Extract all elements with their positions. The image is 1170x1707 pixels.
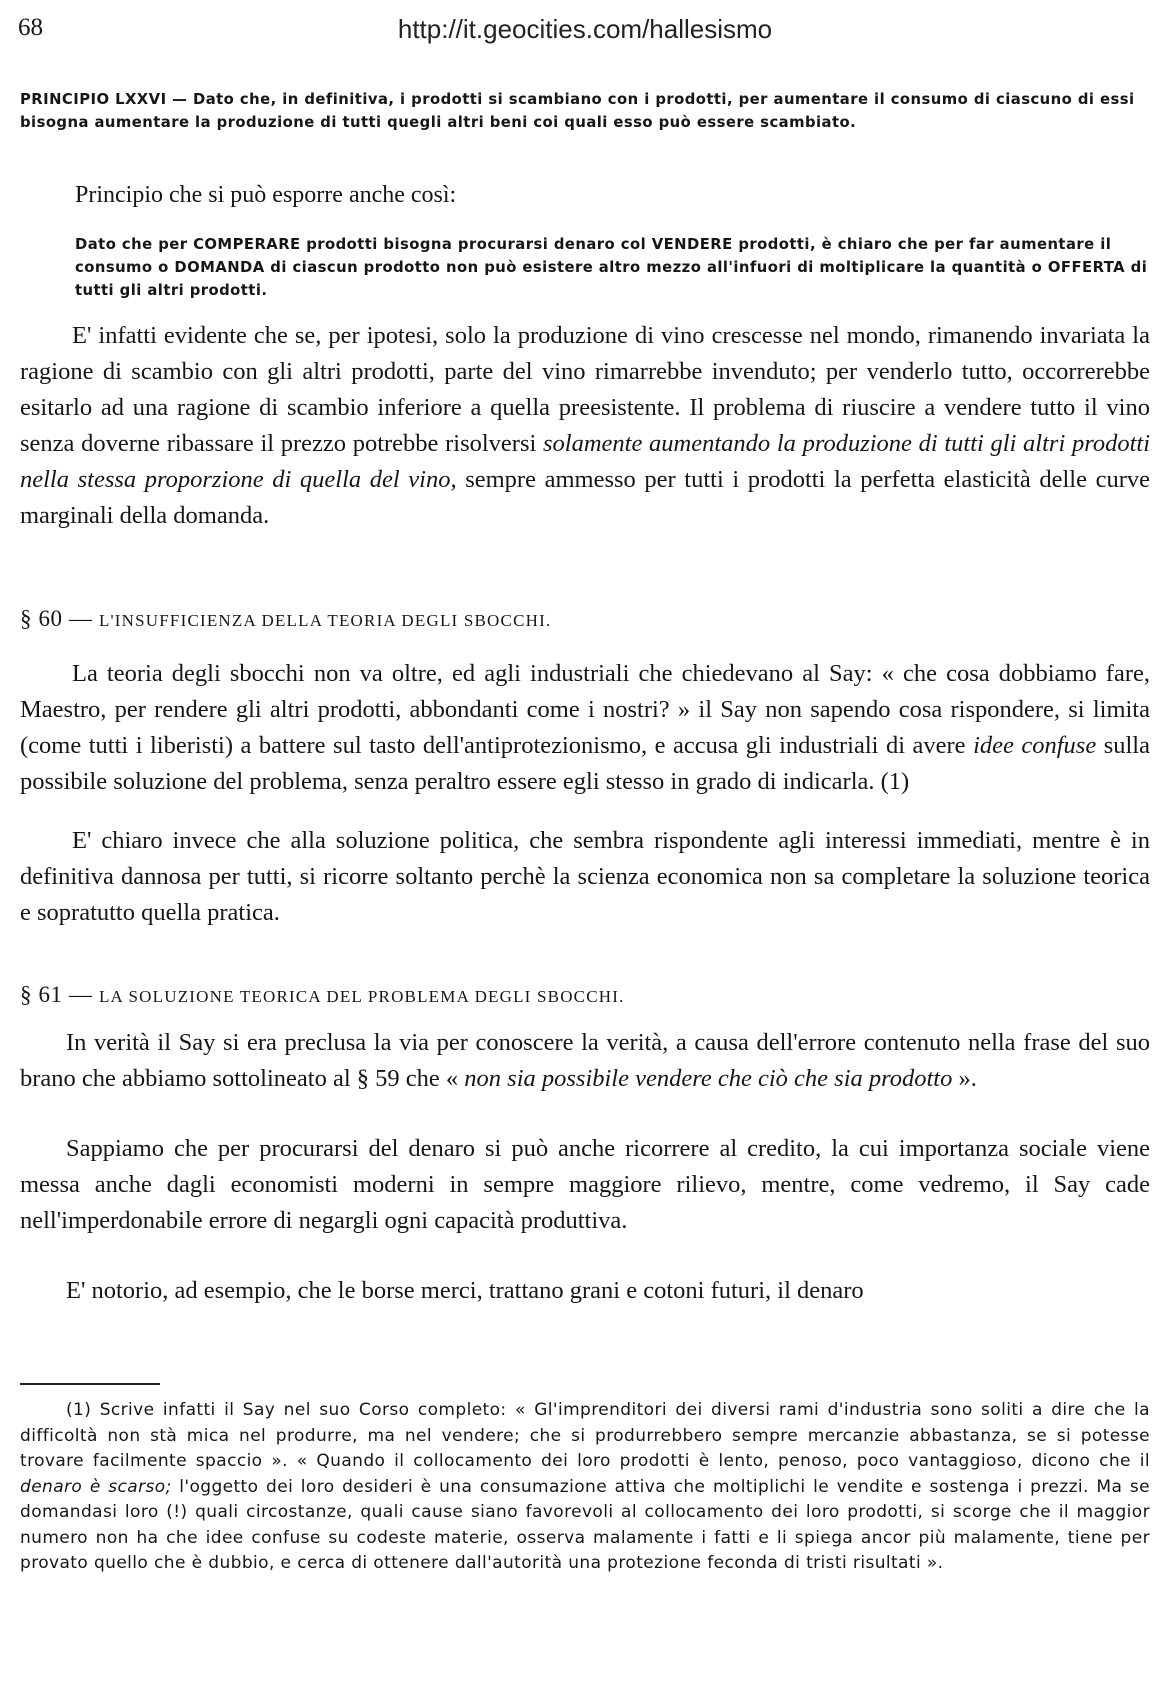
footnote-text-c: l'oggetto dei loro desideri è una consumazione attiva che moltiplichi le vendite e sostenga i prezzi. Ma se domandasi loro (!) quali circostanze, quali cause siano favorevoli al collocamento dei loro prodotti, si scorge che il maggior numero non ha che idee confuse su codeste materie, osserva malamente i fatti e li spiega ancor più malamente, tiene per provato quello che è dubbio, e cerca di ottenere dall'autorità una protezione feconda di tristi risultati ». — [20, 1476, 1150, 1573]
page-header — [18, 14, 1152, 46]
section-heading-60 — [20, 606, 551, 632]
paragraph-verita-text-c: ». — [952, 1065, 977, 1092]
paragraph-credito — [20, 1131, 1150, 1239]
principle-label: PRINCIPIO LXXVI — [20, 91, 167, 108]
paragraph-wine-text-a: E' infatti evidente che se, per ipotesi, solo la produzione di vino crescesse nel mondo, rimanendo invariata la ragione di scambio con gli altri prodotti, parte del vino rimarrebbe invenduto; per venderlo tutto, occorrerebbe esitarlo ad una ragione di scambio inferiore a quella preesistente. Il problema di riuscire a vendere tutto il vino senza doverne ribassare il prezzo potrebbe risolversi — [20, 322, 1150, 457]
paragraph-borse-text: E' notorio, ad esempio, che le borse merci, trattano grani e cotoni futuri, il denaro — [66, 1277, 864, 1304]
page-number: 68 — [18, 14, 43, 41]
paragraph-sbocchi-emphasis: idee confuse — [973, 732, 1097, 759]
definition-text-1: Dato che per — [75, 236, 194, 253]
principle-definition — [75, 233, 1150, 302]
paragraph-soluzione-politica — [20, 823, 1150, 931]
definition-keyword-domanda: DOMANDA — [174, 259, 265, 276]
definition-keyword-vendere: VENDERE — [651, 236, 733, 253]
paragraph-sbocchi-text-c: sulla possibile soluzione del problema, senza peraltro essere egli stesso in grado di indicarla. (1) — [20, 732, 1150, 795]
footnote-1 — [20, 1398, 1150, 1577]
principle-intro: Principio che si può esporre anche così: — [75, 182, 457, 208]
paragraph-verita-say — [20, 1025, 1150, 1097]
definition-keyword-comperare: COMPERARE — [193, 236, 301, 253]
section-61-title: LA SOLUZIONE TEORICA DEL PROBLEMA DEGLI SBOCCHI. — [98, 987, 625, 1006]
paragraph-wine-text-c: sempre ammesso per tutti i prodotti la perfetta elasticità delle curve marginali della domanda. — [20, 466, 1150, 529]
paragraph-verita-emphasis: non sia possibile vendere che ciò che sia prodotto — [464, 1065, 953, 1092]
definition-text-3: prodotti, è chiaro che per far aumentare il consumo o — [75, 236, 1112, 276]
paragraph-wine-example — [20, 318, 1150, 534]
definition-text-4: di ciascun prodotto non può esistere altro mezzo all'infuori di moltiplicare la quantità o — [264, 259, 1048, 276]
section-heading-61 — [20, 982, 625, 1008]
paragraph-borse-merci — [20, 1273, 1150, 1309]
source-url: http://it.geocities.com/hallesismo — [397, 14, 773, 44]
paragraph-sbocchi-text-a: La teoria degli sbocchi non va oltre, ed agli industriali che chiedevano al Say: « che cosa dobbiamo fare, Maestro, per rendere gli altri prodotti, abbondanti come i nostri? » il Say non sapendo cosa rispondere, si limita (come tutti i liberisti) a battere sul tasto dell'antiprotezionismo, e accusa gli industriali di avere — [20, 660, 1150, 759]
definition-keyword-offerta: OFFERTA — [1047, 259, 1126, 276]
paragraph-politica-text: E' chiaro invece che alla soluzione politica, che sembra rispondente agli interessi immediati, mentre è in definitiva dannosa per tutti, si ricorre soltanto perchè la scienza economica non sa completare la soluzione teorica e sopratutto quella pratica. — [20, 827, 1150, 926]
paragraph-credito-text: Sappiamo che per procurarsi del denaro si può anche ricorrere al credito, la cui importanza sociale viene messa anche dagli economisti moderni in sempre maggiore rilievo, mentre, come vedremo, il Say cade nell'imperdonabile errore di negargli ogni capacità produttiva. — [20, 1135, 1150, 1234]
definition-text-5: di tutti gli altri prodotti. — [75, 259, 1148, 299]
section-60-number: § 60 — — [20, 606, 99, 631]
footnote-text-a: (1) Scrive infatti il Say nel suo Corso completo: « Gl'imprenditori dei diversi rami d'industria sono soliti a dire che la difficoltà non stà mica nel produrre, ma nel vendere; che si produrrebbero sempre mercanzie abbastanza, se si potesse trovare facilmente spaccio ». « Quando il collocamento dei loro prodotti è lento, penoso, poco vantaggioso, dicono che il — [20, 1400, 1150, 1471]
section-61-number: § 61 — — [20, 982, 99, 1007]
paragraph-wine-emphasis: solamente aumentando la produzione di tutti gli altri prodotti nella stessa proporzione di quella del vino, — [20, 430, 1150, 493]
definition-text-2: prodotti bisogna procurarsi denaro col — [300, 236, 652, 253]
principle-statement — [20, 88, 1150, 134]
paragraph-teoria-sbocchi — [20, 656, 1150, 800]
section-60-title: L'INSUFFICIENZA DELLA TEORIA DEGLI SBOCCHI. — [98, 611, 552, 630]
principle-text: — Dato che, in definitiva, i prodotti si scambiano con i prodotti, per aumentare il consumo di ciascuno di essi bisogna aumentare la produzione di tutti quegli altri beni coi quali esso può essere scambiato. — [20, 91, 1135, 131]
footnote-emphasis: denaro è scarso; — [20, 1476, 172, 1497]
paragraph-verita-text-a: In verità il Say si era preclusa la via per conoscere la verità, a causa dell'errore contenuto nella frase del suo brano che abbiamo sottolineato al § 59 che « — [20, 1029, 1150, 1092]
footnote-divider — [20, 1383, 160, 1385]
